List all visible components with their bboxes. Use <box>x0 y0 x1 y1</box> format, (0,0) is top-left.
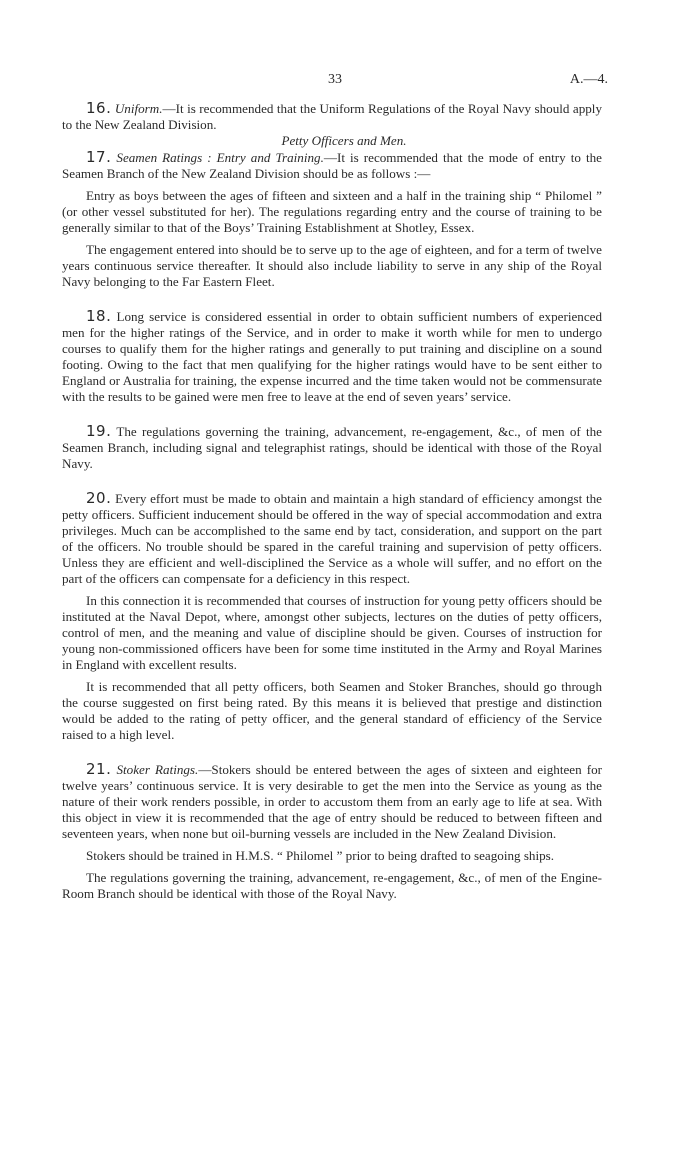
section-title: Stoker Ratings. <box>116 762 199 777</box>
section-21 <box>62 761 602 842</box>
section-16 <box>62 100 602 133</box>
section-title: Seamen Ratings : Entry and Training. <box>116 150 324 165</box>
heading-petty-officers: Petty Officers and Men. <box>281 133 407 148</box>
section-number: 17. <box>86 148 112 166</box>
section-17-paragraph-3: The engagement entered into should be to serve up to the age of eighteen, and for a term of twelve years continuous service thereafter. It should also include liability to serve in any ship of the Royal Navy belonging to the Far Eastern Fleet. <box>62 242 602 289</box>
page-header <box>62 72 608 92</box>
section-20-paragraph-3: It is recommended that all petty officers, both Seamen and Stoker Branches, should go through the course suggested on first being rated. By this means it is believed that prestige and distinction would be added to the rating of petty officer, and the general standard of efficiency of the Service raised to a high level. <box>62 679 602 742</box>
document-reference: A.—4. <box>569 72 608 87</box>
section-text: —It is recommended that the Uniform Regulations of the Royal Navy should apply to the New Zealand Division. <box>62 101 602 132</box>
document-body <box>62 100 602 902</box>
section-text: —Stokers should be entered between the ages of sixteen and eighteen for twelve years’ continuous service. It is very desirable to get the men into the Service as young as the nature of their work renders possible, in order to accustom them from an early age to life at sea. With this object in view it is recommended that the age of entry should be reduced to between fifteen and seventeen years, when none but oil-burning vessels are included in the New Zealand Division. <box>62 762 603 841</box>
section-number: 19. <box>86 422 112 440</box>
section-19 <box>62 423 602 472</box>
section-text: Every effort must be made to obtain and maintain a high standard of efficiency amongst the petty officers. Sufficient inducement should be offered in the way of special accommodation and extra privileges. Much can be accomplished to the same end by tact, consideration, and support on the part of the officers. No trouble should be spared in the careful training and supervision of petty officers. Unless they are efficient and well-disciplined the Service as a whole will suffer, and no effort on the part of the officers can compensate for a deficiency in this respect. <box>62 491 602 586</box>
spacer <box>62 472 602 490</box>
section-text: —It is recommended that the mode of entry to the Seamen Branch of the New Zealand Division should be as follows :— <box>62 150 602 181</box>
section-number: 18. <box>86 307 112 325</box>
section-20 <box>62 490 602 587</box>
section-18 <box>62 308 602 405</box>
section-17-paragraph-2: Entry as boys between the ages of fifteen and sixteen and a half in the training ship “ Philomel ” (or other vessel substituted for her). The regulations regarding entry and the course of training to be generally similar to that of the Boys’ Training Establishment at Shotley, Essex. <box>62 188 602 235</box>
section-number: 21. <box>86 760 112 778</box>
section-number: 20. <box>86 489 112 507</box>
section-21-paragraph-2: Stokers should be trained in H.M.S. “ Philomel ” prior to being drafted to seagoing ships. <box>86 848 555 863</box>
spacer <box>62 743 602 761</box>
page-number: 33 <box>328 72 342 87</box>
section-21-paragraph-3: The regulations governing the training, advancement, re-engagement, &c., of men of the Engine-Room Branch should be identical with those of the Royal Navy. <box>62 870 602 901</box>
section-20-paragraph-2: In this connection it is recommended that courses of instruction for young petty officers should be instituted at the Naval Depot, where, amongst other subjects, lectures on the duties of petty officers, control of men, and the meaning and value of discipline should be given. Courses of instruction for young non-commissioned officers have been for some time instituted in the Army and Royal Marines in England with excellent results. <box>62 593 602 672</box>
section-text: Long service is considered essential in order to obtain sufficient numbers of experienced men for the higher ratings of the Service, and in order to make it worth while for men to undergo courses to qualify them for the higher ratings and generally to put training and discipline on a sound footing. Owing to the fact that men qualifying for the higher ratings would have to be sent either to England or Australia for training, the expense incurred and the time taken would not be commensurate with the results to be gained were men free to leave at the end of seven years’ service. <box>62 309 602 404</box>
section-17 <box>62 149 602 182</box>
section-number: 16. <box>86 99 112 117</box>
section-title: Uniform. <box>114 101 163 116</box>
spacer <box>62 290 602 308</box>
spacer <box>62 405 602 423</box>
section-text: The regulations governing the training, advancement, re-engagement, &c., of men of the Seamen Branch, including signal and telegraphist ratings, should be identical with those of the Royal Navy. <box>62 424 602 471</box>
